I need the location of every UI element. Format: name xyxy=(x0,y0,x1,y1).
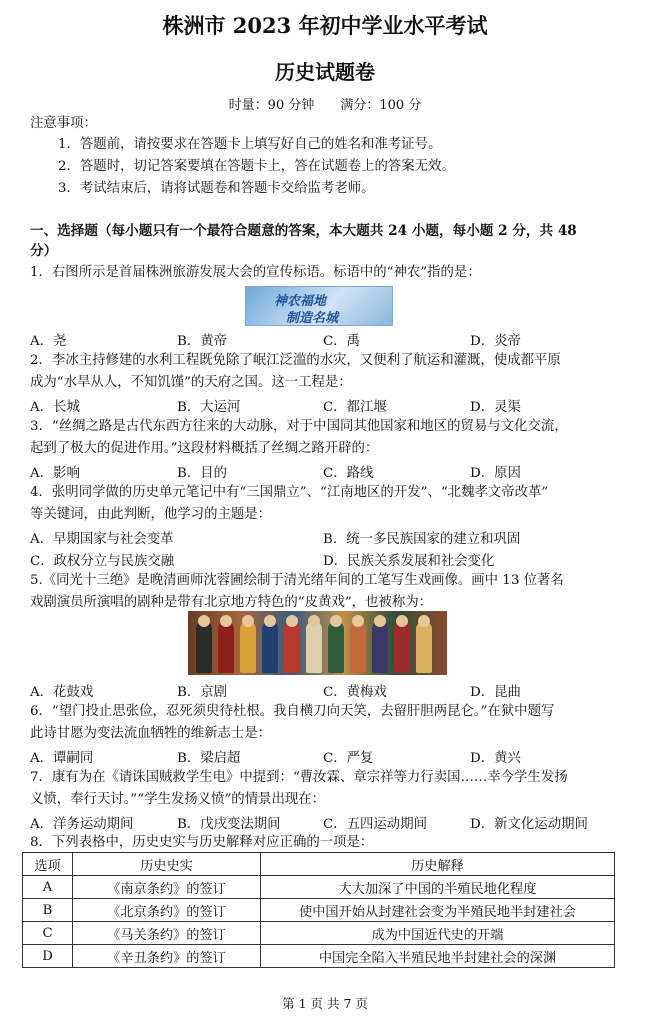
question-7-text-cont: 义愤，奉行天讨。”“学生发扬义愤”的情景出现在： xyxy=(30,792,326,807)
table-cell: 《北京条约》的签订 xyxy=(73,899,261,922)
note-item: 2．答题时，切记答案要填在答题卡上，答在试题卷上的答案无效。 xyxy=(58,159,455,174)
q4-option-d: D．民族关系发展和社会变化 xyxy=(323,554,495,569)
question-1-text: 1．右图所示是首届株洲旅游发展大会的宣传标语。标语中的“神农”指的是： xyxy=(30,265,481,280)
section-heading: 一、选择题（每小题只有一个最符合题意的答案，本大题共 24 小题，每小题 2 分，共 48 xyxy=(30,223,577,239)
table-cell: A xyxy=(23,876,73,899)
q3-option-d: D．原因 xyxy=(470,466,521,481)
question-6-text-cont: 此诗甘愿为变法流血牺牲的维新志士是： xyxy=(30,726,272,741)
q3-option-c: C．路线 xyxy=(323,466,374,481)
q5-option-d: D．昆曲 xyxy=(470,685,521,700)
notes-heading: 注意事项： xyxy=(30,116,97,131)
table-cell: 中国完全陷入半殖民地半封建社会的深渊 xyxy=(261,945,615,968)
q3-option-a: A．影响 xyxy=(30,466,80,481)
question-3-text: 3．“丝绸之路是古代东西方往来的大动脉，对于中国同其他国家和地区的贸易与文化交流， xyxy=(30,419,568,434)
table-cell: B xyxy=(23,899,73,922)
table-header-cell: 历史史实 xyxy=(73,853,261,876)
tourism-slogan-image xyxy=(245,286,393,326)
q6-option-b: B．梁启超 xyxy=(177,751,241,766)
table-header-cell: 选项 xyxy=(23,853,73,876)
table-cell: 大大加深了中国的半殖民地化程度 xyxy=(261,876,615,899)
table-cell: D xyxy=(23,945,73,968)
q1-option-a: A．尧 xyxy=(30,334,67,349)
question-6-text: 6．“望门投止思张俭，忍死须臾待杜根。我自横刀向天笑，去留肝胆两昆仑。”在狱中题写 xyxy=(30,704,555,719)
question-2-text: 2．李冰主持修建的水利工程既免除了岷江泛滥的水灾，又便利了航运和灌溉，使成都平原 xyxy=(30,353,561,368)
question-3-text-cont: 起到了极大的促进作用。”这段材料概括了丝绸之路开辟的： xyxy=(30,441,379,456)
q5-option-b: B．京剧 xyxy=(177,685,228,700)
slogan-line-2: 制造名城 xyxy=(286,311,339,326)
table-header-row xyxy=(23,853,615,876)
exam-score: 满分：100 分 xyxy=(340,98,422,113)
table-row xyxy=(23,922,615,945)
table-cell: C xyxy=(23,922,73,945)
question-4-text-cont: 等关键词，由此判断，他学习的主题是： xyxy=(30,507,272,522)
q7-option-a: A．洋务运动期间 xyxy=(30,817,134,832)
note-item: 1．答题前，请按要求在答题卡上填写好自己的姓名和准考证号。 xyxy=(58,137,442,152)
table-cell: 《南京条约》的签订 xyxy=(73,876,261,899)
q5-option-a: A．花鼓戏 xyxy=(30,685,94,700)
table-cell: 《辛丑条约》的签订 xyxy=(73,945,261,968)
q4-option-a: A．早期国家与社会变革 xyxy=(30,532,174,547)
section-heading-cont: 分） xyxy=(30,243,58,259)
question-7-text: 7．康有为在《请诛国贼救学生电》中提到：“曹汝霖、章宗祥等力行卖国……幸今学生发扬 xyxy=(30,770,568,785)
q6-option-a: A．谭嗣同 xyxy=(30,751,94,766)
question-5-text-cont: 戏剧演员所演唱的剧种是带有北京地方特色的“皮黄戏”，也被称为： xyxy=(30,595,433,610)
question-4-text: 4．张明同学做的历史单元笔记中有“三国鼎立”、“江南地区的开发”、“北魏孝文帝改革” xyxy=(30,485,549,500)
table-cell: 《马关条约》的签订 xyxy=(73,922,261,945)
table-row xyxy=(23,899,615,922)
q7-option-c: C．五四运动期间 xyxy=(323,817,427,832)
note-item: 3．考试结束后，请将试题卷和答题卡交给监考老师。 xyxy=(58,181,375,196)
q2-option-b: B．大运河 xyxy=(177,400,241,415)
table-cell: 成为中国近代史的开端 xyxy=(261,922,615,945)
q3-option-b: B．目的 xyxy=(177,466,228,481)
q1-option-c: C．禹 xyxy=(323,334,361,349)
exam-time: 时量：90 分钟 xyxy=(228,98,315,113)
table-row xyxy=(23,876,615,899)
exam-subtitle: 历史试题卷 xyxy=(275,60,375,84)
q6-option-d: D．黄兴 xyxy=(470,751,521,766)
q4-option-b: B．统一多民族国家的建立和巩固 xyxy=(323,532,521,547)
q2-option-d: D．灵渠 xyxy=(470,400,521,415)
q2-option-a: A．长城 xyxy=(30,400,80,415)
opera-painting-image xyxy=(188,611,447,675)
question-2-text-cont: 成为“水旱从人，不知饥馑”的天府之国。这一工程是： xyxy=(30,375,352,390)
question-5-text: 5.《同光十三绝》是晚清画师沈蓉圃绘制于清光绪年间的工笔写生戏画像。画中 13 位著名 xyxy=(30,573,564,588)
table-cell: 使中国开始从封建社会变为半殖民地半封建社会 xyxy=(261,899,615,922)
history-table xyxy=(22,852,615,968)
table-row xyxy=(23,945,615,968)
q1-option-b: B．黄帝 xyxy=(177,334,228,349)
q4-option-c: C．政权分立与民族交融 xyxy=(30,554,175,569)
exam-title: 株洲市 2023 年初中学业水平考试 xyxy=(162,13,488,38)
table-header-cell: 历史解释 xyxy=(261,853,615,876)
q2-option-c: C．都江堰 xyxy=(323,400,387,415)
page-footer: 第 1 页 共 7 页 xyxy=(282,996,368,1011)
q5-option-c: C．黄梅戏 xyxy=(323,685,387,700)
q6-option-c: C．严复 xyxy=(323,751,374,766)
slogan-line-1: 神农福地 xyxy=(274,294,327,309)
q1-option-d: D．炎帝 xyxy=(470,334,521,349)
exam-meta xyxy=(0,94,650,113)
q7-option-b: B．戊戌变法期间 xyxy=(177,817,281,832)
question-8-text: 8．下列表格中，历史史实与历史解释对应正确的一项是： xyxy=(30,835,374,850)
q7-option-d: D．新文化运动期间 xyxy=(470,817,588,832)
